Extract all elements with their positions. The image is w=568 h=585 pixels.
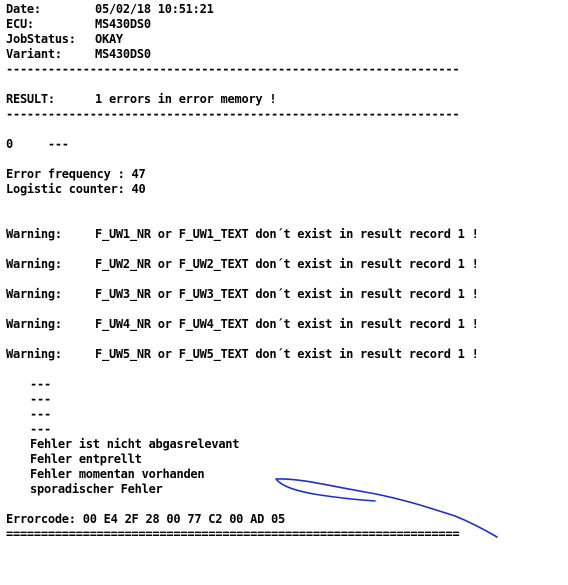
result-line: [6, 92, 479, 107]
date-value: 05/02/18 10:51:21: [95, 2, 214, 16]
result-label: RESULT:: [6, 92, 55, 106]
placeholder-line: ---: [30, 377, 51, 391]
placeholder-line: ---: [30, 407, 51, 421]
placeholder-line: ---: [30, 392, 51, 406]
warning-label: Warning:: [6, 227, 62, 241]
jobstatus-value: OKAY: [95, 32, 123, 46]
separator-dash: -----------------------------------------------------------------: [6, 62, 460, 76]
diagnostic-report: [6, 2, 479, 542]
warning-label: Warning:: [6, 317, 62, 331]
variant-label: Variant:: [6, 47, 62, 61]
separator-dash: -----------------------------------------------------------------: [6, 107, 460, 121]
variant-value: MS430DS0: [95, 47, 151, 61]
ecu-value: MS430DS0: [95, 17, 151, 31]
warning-text: F_UW2_NR or F_UW2_TEXT don´t exist in result record 1 !: [95, 257, 479, 271]
jobstatus-line: [6, 32, 479, 47]
result-text: 1 errors in error memory !: [95, 92, 277, 106]
warning-text: F_UW1_NR or F_UW1_TEXT don´t exist in result record 1 !: [95, 227, 479, 241]
fault-detail: sporadischer Fehler: [30, 482, 163, 496]
warning-line: [6, 317, 479, 332]
warning-text: F_UW4_NR or F_UW4_TEXT don´t exist in result record 1 !: [95, 317, 479, 331]
ecu-line: [6, 17, 479, 32]
error-index: 0 ---: [6, 137, 69, 151]
warning-line: [6, 347, 479, 362]
date-line: [6, 2, 479, 17]
errorcode-line: Errorcode: 00 E4 2F 28 00 77 C2 00 AD 05: [6, 512, 285, 526]
variant-line: [6, 47, 479, 62]
separator-equals: =================================================================: [6, 527, 460, 541]
error-frequency: Error frequency : 47: [6, 167, 146, 181]
fault-detail: Fehler entprellt: [30, 452, 142, 466]
ecu-label: ECU:: [6, 17, 34, 31]
logistic-counter: Logistic counter: 40: [6, 182, 146, 196]
warning-text: F_UW5_NR or F_UW5_TEXT don´t exist in result record 1 !: [95, 347, 479, 361]
warning-line: [6, 227, 479, 242]
fault-detail: Fehler momentan vorhanden: [30, 467, 205, 481]
fault-detail: Fehler ist nicht abgasrelevant: [30, 437, 240, 451]
jobstatus-label: JobStatus:: [6, 32, 76, 46]
placeholder-line: ---: [30, 422, 51, 436]
warning-line: [6, 257, 479, 272]
warning-label: Warning:: [6, 287, 62, 301]
date-label: Date:: [6, 2, 41, 16]
warning-text: F_UW3_NR or F_UW3_TEXT don´t exist in result record 1 !: [95, 287, 479, 301]
warning-label: Warning:: [6, 347, 62, 361]
warning-label: Warning:: [6, 257, 62, 271]
warning-line: [6, 287, 479, 302]
